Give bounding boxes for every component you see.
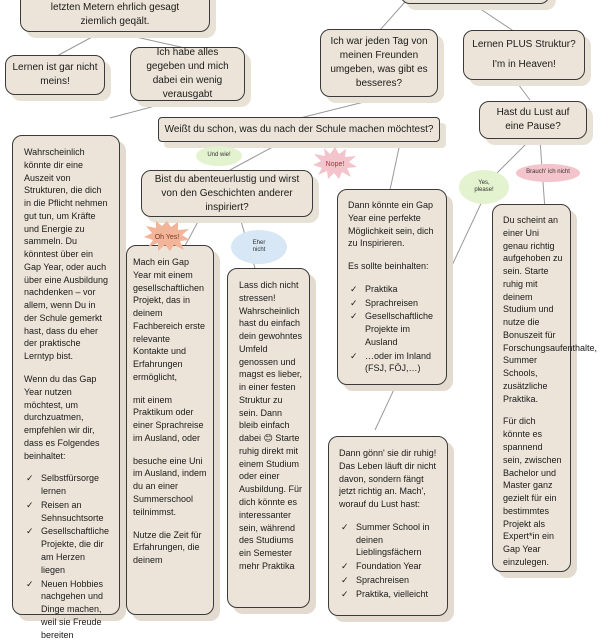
list-item-text: Gesellschaftliche Projekte im Ausland [365,311,433,347]
list-item [348,350,438,376]
bubble-und-wie [196,146,242,166]
bubble-nope-text: Nope! [326,161,345,168]
list-item-text: Praktika, vielleicht [356,589,428,599]
card-gap-year-inspiration-intro: Dann könnte ein Gap Year eine perfekte Möglichkeit sein, dich zu Inspirieren. [348,199,438,250]
check-icon: ✓ [350,297,358,310]
list-item-text: Sprachreisen [365,298,418,308]
list-item-text: Gesellschaftliche Projekte, die dir am Herzen liegen [41,526,109,574]
list-item [24,499,111,525]
card-auszeit [12,135,120,615]
card-uni [492,204,571,572]
list-item-text: Sprachreisen [356,575,409,585]
check-icon: ✓ [341,560,349,573]
list-item [348,297,438,310]
card-pause-goennen-intro: Dann gönn' sie dir ruhig! Das Leben läuft dir nicht davon, sondern fängt jetzt richtig an. Mach', worauf du Lust hast: [339,447,439,511]
question-lust-pause-text: Hast du Lust auf eine Pause? [480,106,586,134]
bubble-nope-burst [312,146,358,180]
check-icon: ✓ [26,578,34,591]
bubble-yes-please-line2: please! [474,187,493,194]
card-nicht-stressen [227,268,310,608]
answer-lernen-nicht-meins [5,55,105,95]
list-item [348,283,438,296]
list-item-text: Foundation Year [356,561,422,571]
check-icon: ✓ [26,525,34,538]
check-icon: ✓ [26,472,34,485]
bubble-und-wie-text: Und wie! [207,152,230,159]
bubble-yes-please-line1: Yes, [478,180,489,187]
question-abenteuer-text: Bist du abenteuerlustig und wirst von den Geschichten anderer inspiriert? [142,173,312,215]
question-top-fragment [20,0,210,32]
bubble-brauch-ich-nicht [516,164,580,182]
list-item [339,574,439,587]
check-icon: ✓ [350,283,358,296]
list-item-text: Selbstfürsorge lernen [41,473,99,496]
check-icon: ✓ [341,574,349,587]
list-item [24,472,111,498]
card-auszeit-paragraph-2: Wenn du das Gap Year nutzen möchtest, um durchzuatmen, empfehlen wir dir, dass es Folgendes beinhaltet: [24,373,111,462]
list-item [24,525,111,576]
card-gap-year-inspiration [337,189,447,385]
question-abenteuer [141,170,313,217]
answer-alles-gegeben [130,47,245,101]
answer-lernen-nicht-meins-text: Lernen ist gar nicht meins! [6,61,104,89]
question-weisst-du-text: Weißt du schon, was du nach der Schule machen möchtest? [165,123,434,137]
list-item-text: Praktika [365,284,398,294]
card-pause-goennen [328,436,448,616]
bubble-eher-nicht-line1: Eher [253,240,266,247]
answer-alles-gegeben-text: Ich habe alles gegeben und mich dabei ein wenig verausgabt [131,46,244,102]
check-icon: ✓ [350,350,358,363]
bubble-yes-please [459,170,509,204]
card-gap-year-inspiration-lead: Es sollte beinhalten: [348,260,438,273]
answer-lernen-plus-struktur [463,30,585,80]
card-auszeit-paragraph-1: Wahrscheinlich könnte dir eine Auszeit von Strukturen, die dich in die Pflicht nehmen gut tun, um Kräfte und Energie zu sammeln. Du könntest über ein Gap Year, oder auch über eine Ausbildung nachdenken – vor allem, wenn Du in der Schule gemerkt hast, dass du eher der praktische Lerntyp bist. [24,146,111,363]
list-item [339,588,439,601]
check-icon: ✓ [350,310,358,323]
answer-freunden [320,29,438,97]
bubble-brauch-ich-nicht-text: Brauch' ich nicht [526,169,570,176]
card-gap-year-projekt-paragraph-3: besuche eine Uni im Ausland, indem du an einer Summerschool teilnimmst. [133,455,207,519]
card-gap-year-projekt [126,245,214,615]
card-uni-paragraph-1: Du scheint an einer Uni genau richtig aufgehoben zu sein. Starte ruhig mit deinem Studium und nutze die Bonuszeit für Forschungsaufenthalte, Summer Schools, zusätzliche Praktika. [503,214,564,405]
answer-freunden-text: Ich war jeden Tag von meinen Freunden umgeben, was gibt es besseres? [321,35,437,91]
list-item [348,310,438,348]
list-item-text: …oder im Inland (FSJ, FÖJ,…) [365,351,431,374]
card-gap-year-projekt-paragraph-1: Mach ein Gap Year mit einem gesellschaftlichen Projekt, das in deinem Fachbereich erste relevante Kontakte und Erfahrungen ermöglicht, [133,256,207,384]
bubble-eher-nicht [231,230,287,264]
list-item [24,578,111,641]
card-pause-goennen-list [339,521,439,601]
list-item [339,560,439,573]
bubble-eher-nicht-line2: nicht [253,247,266,254]
list-item-text: Neuen Hobbies nachgehen und Dinge machen, weil sie Freude bereiten [41,579,103,640]
check-icon: ✓ [26,499,34,512]
list-item-text: Reisen an Sehnsuchtsorte [41,500,104,523]
check-icon: ✓ [341,521,349,534]
question-lust-pause [479,101,587,139]
card-gap-year-projekt-paragraph-4: Nutze die Zeit für Erfahrungen, die deinem [133,529,207,567]
card-nicht-stressen-text: Lass dich nicht stressen! Wahrscheinlich hast du einfach dein gewohntes Umfeld genossen und magst es lieber, in einer festen Struktur zu sein. Dann bleib einfach dabei 😊 Starte ruhig direkt mit einem Studium oder einer Ausbildung. Für dich könnte es interessanter sein, während des Studiums ein Semester mehr Praktika [239,279,303,573]
question-top-fragment-text: letzten Metern ehrlich gesagt ziemlich geqält. [21,0,209,29]
question-weisst-du [158,117,440,142]
card-auszeit-list [24,472,111,641]
answer-lernen-plus-struktur-line1: Lernen PLUS Struktur? [464,38,584,52]
check-icon: ✓ [341,588,349,601]
list-item-text: Summer School in deinen Lieblingsfächern [356,522,430,558]
question-top-right-fragment [400,0,550,4]
list-item [339,521,439,559]
card-gap-year-inspiration-list [348,283,438,375]
bubble-oh-yes-burst [143,220,191,252]
answer-lernen-plus-struktur-line2: I'm in Heaven! [464,58,584,72]
card-gap-year-projekt-paragraph-2: mit einem Praktikum oder einer Sprachreise im Ausland, oder [133,394,207,445]
bubble-oh-yes-text: Oh Yes! [155,234,180,241]
card-uni-paragraph-2: Für dich könnte es spannend sein, zwischen Bachelor und Master ganz gezielt für ein bestimmtes Projekt als Expert*in ein Gap Year einzulegen. [503,415,564,568]
